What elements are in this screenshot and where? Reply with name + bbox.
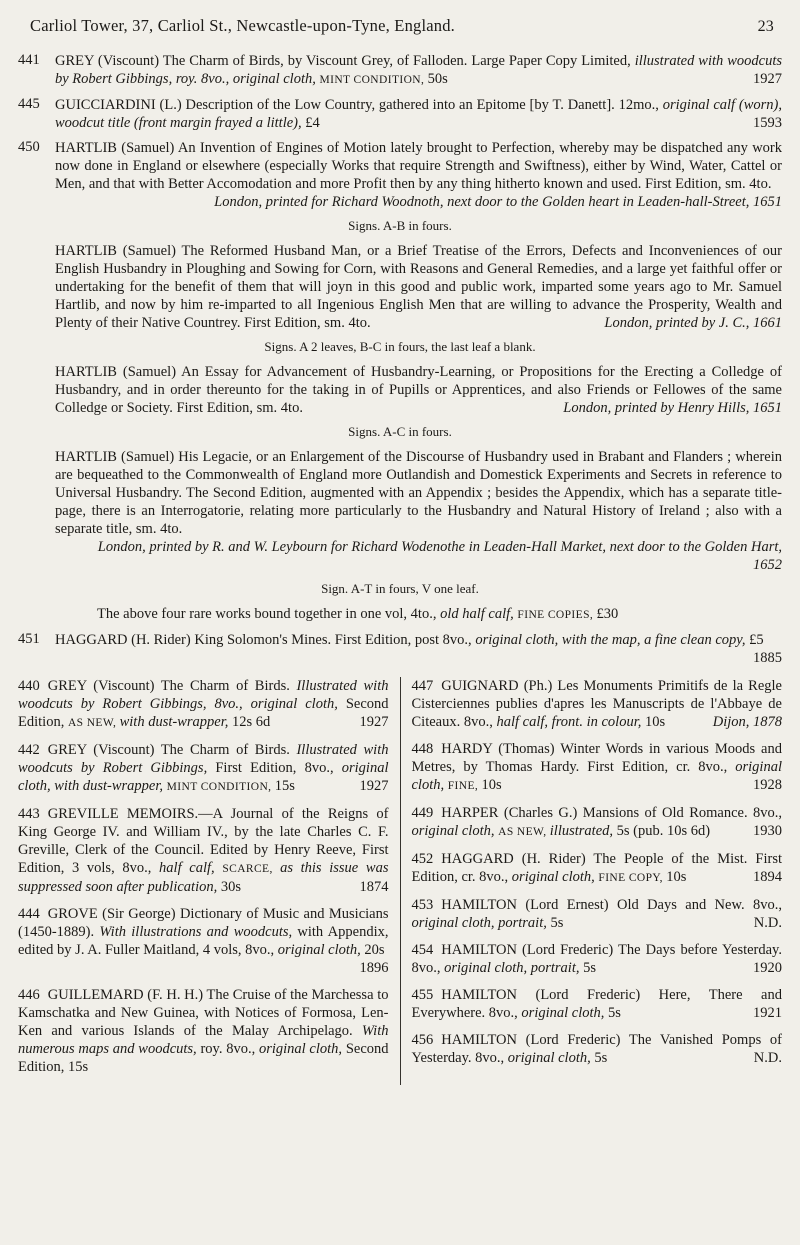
entry-segment: 10s — [666, 869, 687, 885]
entry-segment: original cloth, with dust-wrapper, — [18, 760, 389, 794]
entry-segment: Illustrated with woodcuts by Robert Gibbings, — [18, 742, 389, 776]
entry-text — [55, 631, 782, 667]
entry-segment: 10s — [644, 714, 666, 730]
entry-number: 447 — [411, 678, 434, 694]
entry-segment: 5s — [608, 1005, 621, 1021]
entry-date: 1920 — [753, 960, 782, 976]
entry-text — [18, 677, 389, 732]
two-column-section — [18, 677, 782, 1085]
right-column — [401, 677, 783, 1085]
entry-date: 1921 — [753, 1005, 782, 1021]
entry-number: 446 — [18, 987, 40, 1003]
imprint: London, printed by R. and W. Leybourn for Richard Wodenothe in Leaden-Hall Market, next door to the Golden Hart, 1652 — [97, 539, 782, 573]
catalogue-entry-445 — [18, 96, 782, 132]
catalogue-entry-455 — [412, 986, 783, 1022]
entry-segment: HAMILTON (Lord Frederic) Here, There and Everywhere. 8vo., — [411, 987, 782, 1021]
entry-number: 452 — [411, 851, 434, 867]
page-header — [18, 14, 782, 36]
entry-number: 456 — [411, 1032, 434, 1048]
entry-segment: 20s — [364, 942, 385, 958]
entry-segment: 10s — [481, 777, 502, 793]
entry-segment: Second Edition, — [18, 696, 389, 730]
entry-segment: original cloth, with the map, a fine clean copy, — [475, 632, 750, 648]
catalogue-entry-443 — [18, 805, 389, 896]
entry-date: 1894 — [753, 869, 782, 885]
entry-segment: 5s — [550, 915, 564, 931]
entry-text — [55, 242, 782, 332]
catalogue-entry-450 — [18, 139, 782, 211]
entry-text — [55, 139, 782, 211]
entry-segment: HARTLIB (Samuel) An Invention of Engines of Motion lately brought to Perfection, whereby may be dispatched any work now done in England or elsewhere (especially Works that require Strength and Swiftness), either by Wind, Water, Cattel or Men, and that with Better Accomodation and more Profit then by any thing hitherto known and used. First Edition, sm. 4to. — [55, 140, 782, 192]
entry-segment: FINE COPIES, — [517, 609, 597, 621]
entry-segment: original cloth, — [277, 942, 365, 958]
entry-segment: original cloth, portrait, — [444, 960, 584, 976]
entry-segment: original calf (worn), woodcut title (front margin frayed a little), — [55, 97, 782, 131]
entry-date: N.D. — [753, 1050, 782, 1066]
entry-segment: HARTLIB (Samuel) An Essay for Advancement of Husbandry-Learning, or Propositions for the Erecting a Colledge of Husbandry, and in order thereunto for the taking in of Pupills or Apprentices, and also Friends or Fellowes of the same Colledge or Society. First Edition, sm. 4to. — [55, 364, 782, 416]
entry-date: 1927 — [359, 714, 389, 730]
signature-note: Sign. A-T in fours, V one leaf. — [321, 581, 479, 596]
catalogue-entry-446 — [18, 986, 389, 1076]
catalogue-entry-454 — [412, 941, 783, 977]
full-width-section — [18, 52, 782, 667]
entry-segment: half calf, front. in colour, — [496, 714, 645, 730]
imprint: London, printed for Richard Woodnoth, next door to the Golden heart in Leaden-hall-Street, 1651 — [214, 194, 782, 210]
entry-text — [55, 96, 782, 132]
entry-number: 450 — [18, 139, 40, 155]
entry-segment: old half calf, — [440, 606, 518, 622]
entry-segment: AS NEW, — [67, 717, 120, 729]
entry-segment: Second Edition, 15s — [18, 1041, 389, 1075]
entry-segment: GUILLEMARD (F. H. H.) The Cruise of the Marchessa to Kamschatka and New Guinea, with Notices of Formosa, Len-Ken and various Islands of the Malay Archipelago. — [18, 987, 389, 1039]
entry-segment: HARTLIB (Samuel) The Reformed Husband Man, or a Brief Treatise of the Errors, Defects and Inconveniences of our English Husbandry in Ploughing and Sowing for Corn, with Reasons and General Remedies, and a large yet faithful offer or undertaking for the benefit of them that will joyn in this good and public work, imparted some years ago to Mr. Samuel Hartlib, and now by him re-imparted to all Ingenious English Men that are willing to advance the Prosperity, Wealth and Plenty of their Native Countrey. First Edition, sm. 4to. — [55, 243, 782, 331]
entry-segment: £4 — [305, 115, 320, 131]
entry-number: 453 — [411, 897, 434, 913]
entry-date: 1930 — [753, 823, 782, 839]
entry-date: 1874 — [359, 879, 389, 895]
entry-segment: 5s — [583, 960, 596, 976]
imprint: London, printed by Henry Hills, 1651 — [563, 400, 782, 416]
page-number: 23 — [757, 18, 774, 35]
entry-segment: HARDY (Thomas) Winter Words in various Moods and Metres, by Thomas Hardy. First Edition, cr. 8vo., — [411, 741, 782, 775]
entry-number: 441 — [18, 52, 40, 68]
entry-segment: SCARCE, — [222, 863, 281, 875]
entry-number: 451 — [18, 631, 40, 647]
entry-text — [412, 850, 783, 887]
entry-segment: original cloth, — [411, 823, 499, 839]
catalogue-entry-456 — [412, 1031, 783, 1067]
entry-segment: roy. 8vo., — [200, 1041, 259, 1057]
entry-text — [412, 740, 783, 795]
entry-segment: Illustrated with woodcuts by Robert Gibbings, 8vo., original cloth, — [18, 678, 389, 712]
entry-segment: 5s — [594, 1050, 608, 1066]
running-header: Carliol Tower, 37, Carliol St., Newcastle-upon-Tyne, England. — [30, 16, 456, 35]
entry-date: 1593 — [753, 115, 782, 131]
entry-date: 1927 — [753, 71, 782, 87]
entry-segment: GREY (Viscount) The Charm of Birds, by Viscount Grey, of Falloden. Large Paper Copy Limited, — [55, 53, 635, 69]
entry-date: Dijon, 1878 — [712, 714, 782, 730]
entry-segment: £5 — [749, 632, 764, 648]
entry-date: 1928 — [753, 777, 782, 793]
entry-text — [412, 986, 783, 1022]
catalogue-entry-447 — [412, 677, 783, 731]
entry-segment: original cloth, — [521, 1005, 609, 1021]
entry-segment: GROVE (Sir George) Dictionary of Music and Musicians (1450-1889). — [18, 906, 389, 940]
entry-segment: with Appendix, edited by J. A. Fuller Maitland, 4 vols, 8vo., — [18, 924, 389, 958]
entry-segment: HAMILTON (Lord Frederic) The Vanished Pomps of Yesterday. 8vo., — [411, 1032, 782, 1066]
entry-number: 455 — [411, 987, 434, 1003]
catalogue-entry — [18, 448, 782, 574]
entry-segment: FINE, — [447, 780, 482, 792]
entry-segment: with dust-wrapper, — [119, 714, 232, 730]
catalogue-entry-440 — [18, 677, 389, 732]
catalogue-entry-448 — [412, 740, 783, 795]
entry-segment: MINT CONDITION, — [319, 74, 428, 86]
entry-segment: HAMILTON (Lord Frederic) The Days before Yesterday. 8vo., — [411, 942, 782, 976]
entry-text — [18, 905, 389, 977]
catalogue-entry-451 — [18, 631, 782, 667]
entry-segment: GUIGNARD (Ph.) Les Monuments Primitifs de la Regle Cisterciennes publies d'apres les Manuscripts de l'Abbaye de Citeaux. 8vo., — [411, 678, 782, 730]
catalogue-entry-452 — [412, 850, 783, 887]
entry-number: 445 — [18, 96, 40, 112]
entry-segment: 50s — [427, 71, 448, 87]
entry-text — [18, 986, 389, 1076]
entry-segment: HAMILTON (Lord Ernest) Old Days and New. 8vo., — [441, 897, 782, 913]
entry-segment: £30 — [596, 606, 619, 622]
entry-text — [55, 52, 782, 89]
entry-segment: original cloth, — [507, 1050, 595, 1066]
entry-text — [412, 1031, 783, 1067]
entry-number: 440 — [18, 678, 40, 694]
entry-number: 454 — [411, 942, 434, 958]
entry-text — [55, 448, 782, 574]
entry-segment: GUICCIARDINI (L.) Description of the Low Country, gathered into an Epitome [by T. Danett]. 12mo., — [55, 97, 663, 113]
catalogue-entry-442 — [18, 741, 389, 796]
entry-segment: 12s 6d — [232, 714, 271, 730]
entry-segment: HAGGARD (H. Rider) The People of the Mist. First Edition, cr. 8vo., — [411, 851, 782, 885]
catalogue-entry-453 — [412, 896, 783, 932]
entry-date: 1927 — [359, 778, 389, 794]
catalogue-entry-441 — [18, 52, 782, 89]
entry-segment: illustrated with woodcuts by Robert Gibbings, roy. 8vo., original cloth, — [55, 53, 782, 87]
catalogue-entry-444 — [18, 905, 389, 977]
entry-segment: GREY (Viscount) The Charm of Birds. — [47, 678, 297, 694]
entry-date: 1896 — [359, 960, 389, 976]
entry-segment: original cloth, — [511, 869, 599, 885]
entry-segment: First Edition, 8vo., — [215, 760, 342, 776]
entry-segment: half calf, — [159, 860, 223, 876]
entry-segment: original cloth, — [258, 1041, 346, 1057]
entry-text — [18, 741, 389, 796]
entry-segment: With numerous maps and woodcuts, — [18, 1023, 389, 1057]
entry-text — [55, 363, 782, 417]
entry-segment: HARPER (Charles G.) Mansions of Old Romance. 8vo., — [441, 805, 782, 821]
entry-segment: as this issue was suppressed soon after publication, — [18, 860, 389, 895]
entry-text — [412, 677, 783, 731]
catalogue-entry-449 — [412, 804, 783, 841]
left-column — [18, 677, 400, 1085]
catalogue-entry — [18, 363, 782, 417]
entry-segment: 15s — [274, 778, 295, 794]
entry-number: 442 — [18, 742, 40, 758]
entry-text — [55, 605, 782, 624]
signature-note: Signs. A-B in fours. — [348, 218, 452, 233]
entry-number: 443 — [18, 806, 40, 822]
entry-segment: HAGGARD (H. Rider) King Solomon's Mines. First Edition, post 8vo., — [55, 632, 476, 648]
entry-segment: illustrated, — [549, 823, 617, 839]
entry-segment: original cloth, portrait, — [411, 915, 551, 931]
entry-segment: HARTLIB (Samuel) His Legacie, or an Enlargement of the Discourse of Husbandry used in Brabant and Flanders ; wherein are bequeathed to the Commonwealth of England more Outlandish and Domestick Experiments and Secrets in reference to Universal Husbandry. The Second Edition, augmented with an Appendix ; besides the Appendix, which has a separate title-page, there is an Interrogatorie, relating more particularly to the Husbandry and Natural History of Ireland ; also with a separate title, sm. 4to. — [55, 449, 782, 537]
entry-number: 444 — [18, 906, 40, 922]
entry-segment: original cloth, — [411, 759, 782, 793]
entry-text — [412, 896, 783, 932]
catalogue-entry — [18, 605, 782, 624]
catalogue-entry — [18, 242, 782, 332]
imprint: London, printed by J. C., 1661 — [604, 315, 782, 331]
entry-segment: 5s (pub. 10s 6d) — [616, 823, 711, 839]
entry-segment: MINT CONDITION, — [166, 781, 275, 793]
signature-note: Signs. A 2 leaves, B-C in fours, the last leaf a blank. — [264, 339, 536, 354]
entry-text — [18, 805, 389, 896]
entry-segment: 30s — [220, 879, 242, 895]
entry-date: 1885 — [753, 650, 782, 666]
entry-text — [412, 804, 783, 841]
entry-number: 448 — [411, 741, 434, 757]
entry-segment: FINE COPY, — [598, 872, 667, 884]
entry-text — [412, 941, 783, 977]
entry-segment: AS NEW, — [498, 826, 550, 838]
entry-segment: With illustrations and woodcuts, — [99, 924, 298, 940]
signature-note: Signs. A-C in fours. — [348, 424, 452, 439]
entry-date: N.D. — [753, 915, 782, 931]
entry-number: 449 — [411, 805, 434, 821]
entry-segment: The above four rare works bound together in one vol, 4to., — [97, 606, 441, 622]
entry-segment: GREVILLE MEMOIRS.—A Journal of the Reigns of King George IV. and William IV., by the late Charles C. F. Greville, Clerk of the Council. Edited by Henry Reeve, First Edition, 3 vols, 8vo., — [18, 806, 389, 876]
entry-segment: GREY (Viscount) The Charm of Birds. — [47, 742, 297, 758]
